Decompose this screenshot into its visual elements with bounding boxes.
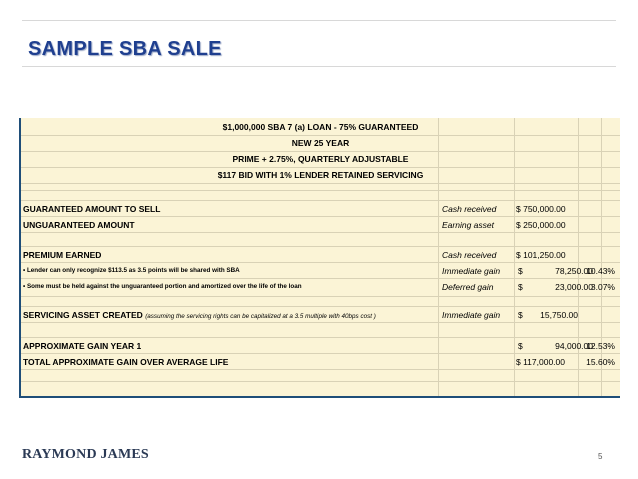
row-label-lender-recognize: • Lender can only recognize $113.5 as 3.5 points will be shared with SBA xyxy=(23,267,240,274)
row-amount-gain-total: $ 117,000.00 xyxy=(516,357,565,367)
row-label-gain-year1: APPROXIMATE GAIN YEAR 1 xyxy=(23,341,142,351)
table-header-line: PRIME + 2.75%, QUARTERLY ADJUSTABLE xyxy=(232,154,409,164)
raymond-james-logo: RAYMOND JAMES xyxy=(22,447,149,462)
row-amount-gain-year1: 94,000.00 xyxy=(555,341,593,351)
row-amount-servicing: 15,750.00 xyxy=(540,310,578,320)
row-type-held-against: Deferred gain xyxy=(442,282,494,292)
row-label-held-against: • Some must be held against the unguaranteed portion and amortized over the life of the loan xyxy=(23,283,302,290)
row-dollar-gain-year1: $ xyxy=(518,341,523,351)
grid-line xyxy=(21,183,620,184)
row-pct-lender-recognize: 10.43% xyxy=(586,266,615,276)
row-type-premium: Cash received xyxy=(442,250,497,260)
row-dollar-servicing: $ xyxy=(518,310,523,320)
spreadsheet-table xyxy=(19,118,620,398)
grid-line xyxy=(21,381,620,382)
top-rule xyxy=(22,20,616,21)
slide-title: SAMPLE SBA SALE xyxy=(28,38,222,60)
row-dollar-lender-recognize: $ xyxy=(518,266,523,276)
row-pct-held-against: 3.07% xyxy=(590,282,615,292)
row-type-unguaranteed: Earning asset xyxy=(442,220,494,230)
row-label-servicing: SERVICING ASSET CREATED xyxy=(23,310,143,320)
table-header-line: NEW 25 YEAR xyxy=(291,138,350,148)
row-amount-lender-recognize: 78,250.00 xyxy=(555,266,593,276)
row-label-gain-total: TOTAL APPROXIMATE GAIN OVER AVERAGE LIFE xyxy=(23,357,229,367)
page-number: 5 xyxy=(598,452,603,461)
grid-line xyxy=(21,190,620,191)
row-label-premium: PREMIUM EARNED xyxy=(23,250,102,260)
row-label-guaranteed: GUARANTEED AMOUNT TO SELL xyxy=(23,204,161,214)
row-pct-gain-year1: 12.53% xyxy=(586,341,615,351)
row-dollar-held-against: $ xyxy=(518,282,523,292)
row-label-unguaranteed: UNGUARANTEED AMOUNT xyxy=(23,220,135,230)
row-amount-guaranteed: $ 750,000.00 xyxy=(516,204,566,214)
row-amount-premium: $ 101,250.00 xyxy=(516,250,566,260)
row-amount-held-against: 23,000.00 xyxy=(555,282,593,292)
row-type-guaranteed: Cash received xyxy=(442,204,497,214)
row-amount-unguaranteed: $ 250,000.00 xyxy=(516,220,566,230)
row-type-servicing: Immediate gain xyxy=(442,310,501,320)
table-header-line: $117 BID WITH 1% LENDER RETAINED SERVICING xyxy=(217,170,424,180)
row-pct-gain-total: 15.60% xyxy=(586,357,615,367)
row-note-servicing: (assuming the servicing rights can be capitalized at a 3.5 multiple with 40bps cost ) xyxy=(145,313,376,320)
title-underline xyxy=(22,66,616,67)
row-servicing-asset xyxy=(23,307,376,325)
grid-line xyxy=(21,296,620,297)
table-header-line: $1,000,000 SBA 7 (a) LOAN - 75% GUARANTEED xyxy=(222,122,419,132)
row-type-lender-recognize: Immediate gain xyxy=(442,266,501,276)
